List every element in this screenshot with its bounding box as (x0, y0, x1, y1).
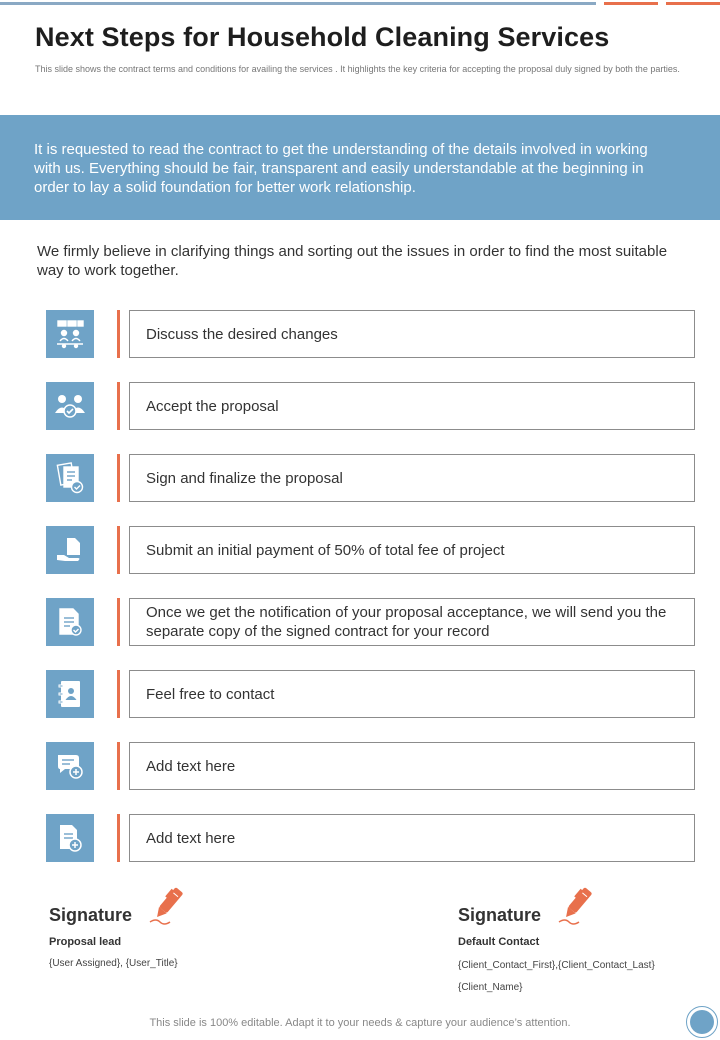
document-add-icon (46, 814, 94, 862)
step-box (129, 814, 695, 862)
step-item (0, 310, 720, 358)
step-label: Sign and finalize the proposal (146, 469, 343, 487)
signature-left-role: Proposal lead (49, 936, 122, 948)
pen-icon (148, 884, 188, 926)
step-box (129, 742, 695, 790)
step-accent (117, 670, 120, 718)
documents-check-icon (46, 454, 94, 502)
hand-payment-icon (46, 526, 94, 574)
step-box (129, 382, 695, 430)
step-item (0, 598, 720, 646)
chat-add-icon (46, 742, 94, 790)
step-item (0, 454, 720, 502)
intro-text: We firmly believe in clarifying things and sorting out the issues in order to find the most suitable way to work together. (37, 243, 668, 279)
step-box (129, 526, 695, 574)
signature-right-line2: {Client_Name} (458, 982, 523, 993)
step-accent (117, 454, 120, 502)
meeting-icon (46, 310, 94, 358)
step-box (129, 454, 695, 502)
step-accent (117, 598, 120, 646)
intro-banner (0, 115, 720, 220)
step-box (129, 670, 695, 718)
banner-text: It is requested to read the contract to get the understanding of the details involved in working with us. Everything should be fair, transparent and easily understandable at the beginning in order to lay a solid foundation for better work relationship. (34, 141, 648, 196)
top-bar-orange-2 (666, 2, 720, 5)
step-accent (117, 814, 120, 862)
step-accent (117, 382, 120, 430)
step-label: Add text here (146, 829, 236, 847)
step-accent (117, 526, 120, 574)
step-box (129, 598, 695, 646)
step-label: Submit an initial payment of 50% of total fee of project (146, 541, 505, 559)
signature-right-title: Signature (458, 905, 542, 925)
step-label: Accept the proposal (146, 397, 279, 415)
pen-icon (557, 884, 597, 926)
document-check-icon (46, 598, 94, 646)
signature-left-line1: {User Assigned}, {User_Title} (49, 958, 178, 969)
page-subtitle: This slide shows the contract terms and conditions for availing the services . It highlights the key criteria for accepting the proposal duly signed by both the parties. (35, 64, 680, 74)
step-label: Discuss the desired changes (146, 325, 338, 343)
signature-right-role: Default Contact (458, 936, 540, 948)
step-label: Once we get the notification of your proposal acceptance, we will send you the separate copy of the signed contract for your record (146, 604, 667, 640)
step-item (0, 742, 720, 790)
step-accent (117, 742, 120, 790)
page-marker-circle (686, 1006, 718, 1038)
top-bar-orange-1 (604, 2, 658, 5)
page-title: Next Steps for Household Cleaning Services (35, 22, 610, 52)
step-label: Feel free to contact (146, 685, 275, 703)
step-item (0, 814, 720, 862)
step-accent (117, 310, 120, 358)
team-check-icon (46, 382, 94, 430)
contact-book-icon (46, 670, 94, 718)
step-item (0, 670, 720, 718)
footer-note: This slide is 100% editable. Adapt it to your needs & capture your audience’s attention. (149, 1017, 571, 1029)
step-box (129, 310, 695, 358)
top-bar-blue (0, 2, 596, 5)
step-item (0, 526, 720, 574)
step-item (0, 382, 720, 430)
signature-left-title: Signature (49, 905, 133, 925)
signature-right-line1: {Client_Contact_First},{Client_Contact_Last} (458, 960, 655, 971)
step-label: Add text here (146, 757, 236, 775)
